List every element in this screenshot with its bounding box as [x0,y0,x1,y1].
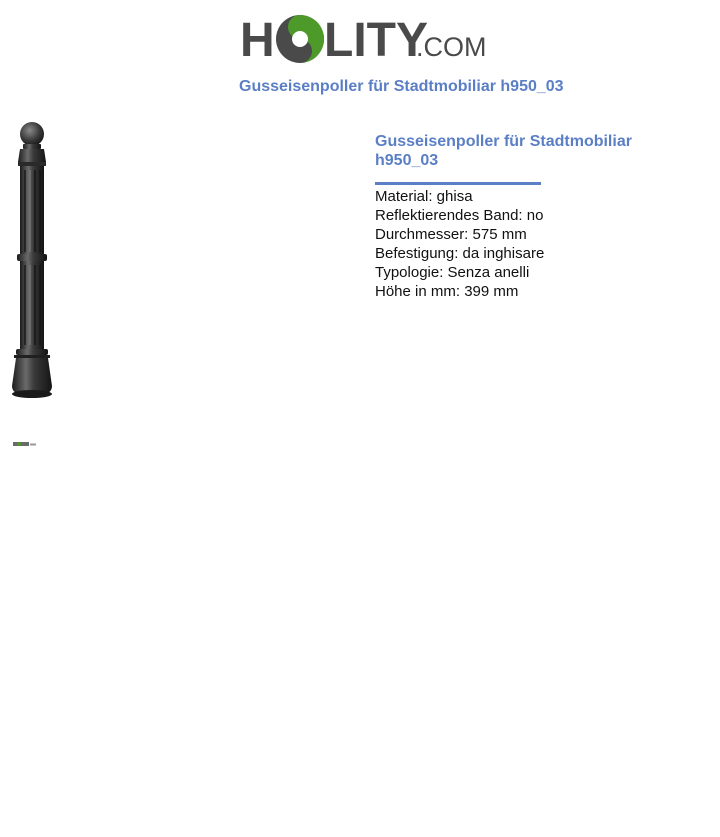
spec-reflective-band: Reflektierendes Band: no [375,207,544,224]
product-details [375,131,675,301]
logo-letters-lity: LITY [324,14,428,67]
product-title: Gusseisenpoller für Stadtmobiliar h950_03 [375,133,632,169]
title-divider [375,182,541,185]
holity-thumbnail-logo [13,441,37,448]
spec-list [375,187,675,301]
page-title: Gusseisenpoller für Stadtmobiliar h950_03 [239,78,564,95]
logo-o-mark [276,15,324,63]
bollard-product-image [8,118,60,404]
spec-height: Höhe in mm: 399 mm [375,283,519,300]
spec-diameter: Durchmesser: 575 mm [375,226,527,243]
holity-logo [238,10,488,68]
spec-type: Typologie: Senza anelli [375,264,530,281]
logo-dotcom: .COM [416,32,487,62]
spec-material: Material: ghisa [375,188,473,205]
logo-letter-h: H [240,14,275,67]
spec-mounting: Befestigung: da inghisare [375,245,545,262]
